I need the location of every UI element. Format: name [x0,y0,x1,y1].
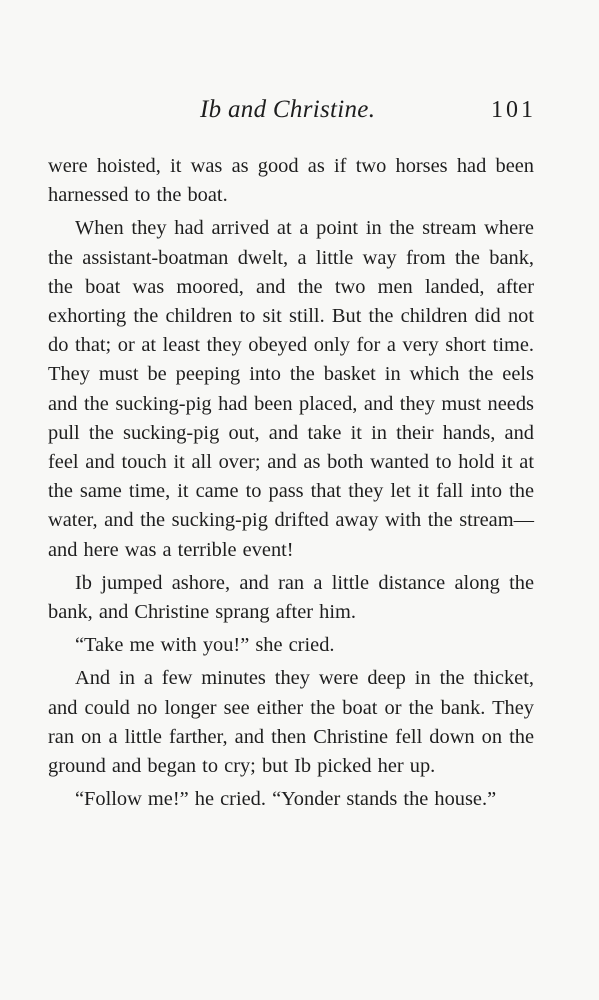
paragraph: And in a few minutes they were deep in the thicket, and could no longer see either the boat or the bank. They ran on a little farther, and then Christine fell down on the ground and began to cry; but Ib picked her up. [48,667,534,778]
paragraph: Ib jumped ashore, and ran a little distance along the bank, and Christine sprang after him. [48,571,534,624]
paragraph: “Take me with you!” she cried. [75,634,335,657]
running-title: Ib and Christine. [200,96,376,123]
paragraph: “Follow me!” he cried. “Yonder stands the house.” [75,788,497,811]
paragraph: When they had arrived at a point in the stream where the assistant-boatman dwelt, a little way from the bank, the boat was moored, and the two men landed, after exhorting the children to sit still. But the children did not do that; or at least they obeyed only for a very short time. They must be peeping into the basket in which the eels and the sucking-pig had been placed, and they must needs pull the sucking-pig out, and take it in their hands, and feel and touch it all over; and as both wanted to hold it at the same time, it came to pass that they let it fall into the water, and the sucking-pig drifted away with the stream—and here was a terrible event! [48,217,534,561]
page-number: 101 [491,97,536,123]
paragraph: were hoisted, it was as good as if two horses had been harnessed to the boat. [48,155,534,207]
page-header [48,96,536,132]
body-text [48,152,534,814]
